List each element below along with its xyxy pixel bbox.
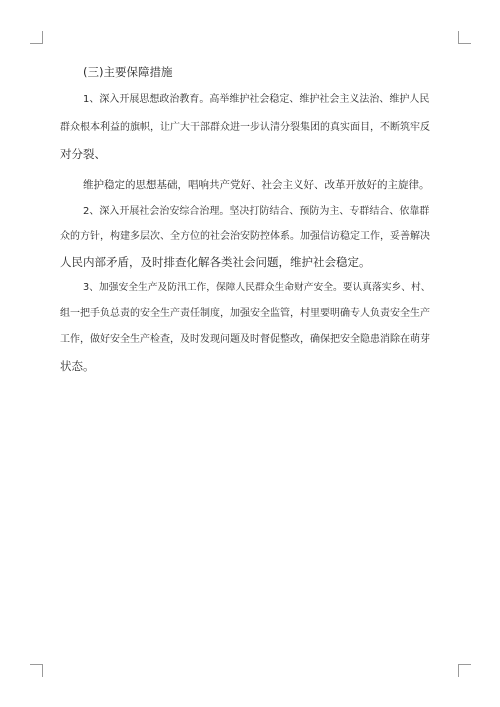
paragraph-3-line-4: 状态。 bbox=[60, 359, 95, 373]
crop-mark-top-right bbox=[458, 31, 471, 44]
crop-mark-bottom-right bbox=[458, 664, 471, 677]
paragraph-1-line-2: 群众根本利益的旗帜，让广大干部群众进一步认清分裂集团的真实面目，不断筑牢反 bbox=[60, 122, 430, 133]
crop-mark-top-left bbox=[30, 31, 43, 44]
crop-mark-bottom-left bbox=[30, 664, 43, 677]
paragraph-3-line-3: 工作，做好安全生产检查，及时发现问题及时督促整改，确保把安全隐患消除在萌芽 bbox=[60, 334, 430, 345]
paragraph-3-line-1: 3、加强安全生产及防汛工作，保障人民群众生命财产安全。要认真落实乡、村、 bbox=[83, 282, 431, 293]
section-heading: (三)主要保障措施 bbox=[83, 65, 173, 79]
paragraph-3-line-2: 组一把手负总责的安全生产责任制度，加强安全监管，村里要明确专人负责安全生产 bbox=[60, 308, 430, 319]
paragraph-1b-line-1: 维护稳定的思想基础，唱响共产党好、社会主义好、改革开放好的主旋律。 bbox=[83, 179, 430, 191]
paragraph-1-line-1: 1、深入开展思想政治教育。高举维护社会稳定、维护社会主义法治、维护人民 bbox=[83, 94, 430, 105]
paragraph-2-line-3: 人民内部矛盾，及时排查化解各类社会问题，维护社会稳定。 bbox=[60, 255, 371, 269]
paragraph-2-line-2: 众的方针，构建多层次、全方位的社会治安防控体系。加强信访稳定工作，妥善解决 bbox=[60, 231, 430, 242]
paragraph-1-line-3: 对分裂、 bbox=[60, 147, 106, 161]
paragraph-2-line-1: 2、深入开展社会治安综合治理。坚决打防结合、预防为主、专群结合、依靠群 bbox=[83, 206, 430, 217]
